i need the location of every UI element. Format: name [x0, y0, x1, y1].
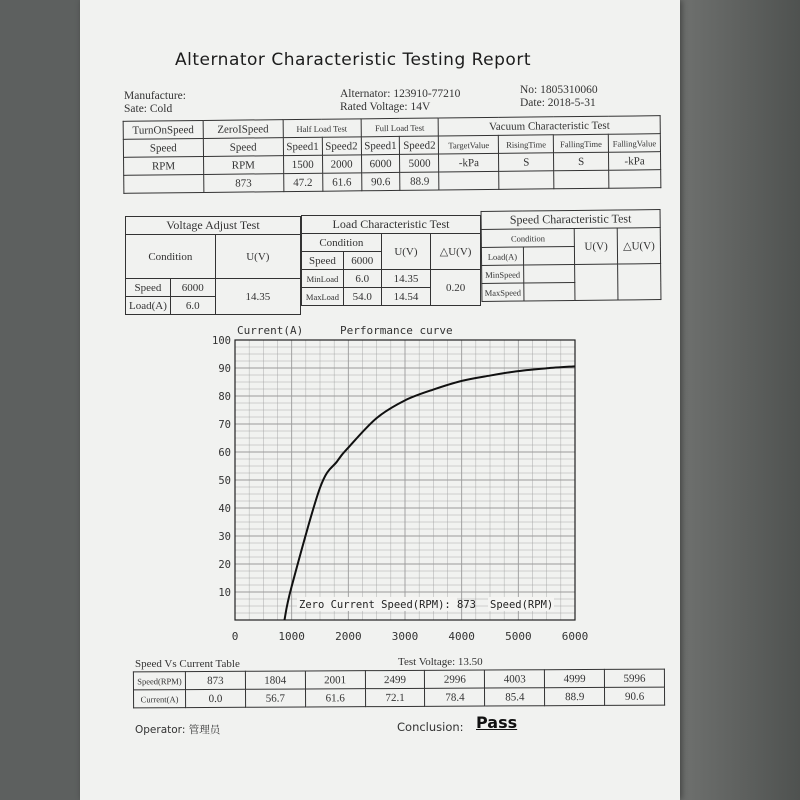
header-turnonspeed: TurnOnSpeed	[123, 120, 203, 139]
header-full-load: Full Load Test	[361, 118, 439, 137]
cell: S	[499, 153, 554, 172]
speed-value: 6000	[343, 252, 381, 270]
header-half-load: Half Load Test	[283, 119, 361, 138]
cell: Speed	[203, 138, 283, 157]
cell: -kPa	[439, 153, 499, 172]
performance-chart-svg	[205, 322, 605, 647]
load-char-title: Load Characteristic Test	[302, 216, 481, 234]
cell: RisingTime	[499, 135, 554, 154]
table-cell: 0.0	[185, 689, 245, 707]
cell	[575, 264, 618, 300]
cell: -kPa	[609, 152, 661, 171]
cell: 2000	[322, 155, 361, 173]
cell: S	[554, 152, 609, 171]
x-tick-label: 3000	[391, 630, 419, 643]
table-cell: 61.6	[305, 689, 365, 707]
minspeed-label: MinSpeed	[482, 265, 524, 283]
speed-label: Speed	[302, 252, 344, 270]
voltage-adjust-title: Voltage Adjust Test	[126, 217, 301, 235]
header-zeroispeed: ZeroISpeed	[203, 120, 283, 139]
u-label: U(V)	[215, 235, 300, 279]
cell: FallingValue	[608, 134, 660, 153]
cell: Speed	[123, 138, 203, 157]
operator: Operator: 管理员	[135, 724, 221, 736]
x-tick-label: 5000	[505, 630, 532, 643]
background-right	[678, 0, 800, 800]
x-tick-label: 2000	[335, 630, 362, 643]
maxload-u: 14.54	[381, 288, 431, 306]
cell: Speed2	[400, 136, 439, 154]
speed-label: Speed	[126, 279, 171, 297]
u-label: U(V)	[575, 228, 618, 264]
speed-characteristic-table	[481, 209, 662, 302]
minload-label: MinLoad	[302, 270, 344, 288]
table-cell: 873	[185, 671, 245, 689]
u-label: U(V)	[381, 234, 431, 270]
table-cell: 1804	[245, 671, 305, 689]
cell: 47.2	[283, 173, 322, 191]
report-number: No: 1805310060	[520, 84, 598, 96]
cell: RPM	[124, 156, 204, 175]
cell: 6000	[361, 154, 400, 172]
speed-value: 6000	[170, 279, 215, 297]
table-cell: 90.6	[605, 687, 665, 705]
state-label: Sate: Cold	[124, 103, 173, 115]
table-cell: 78.4	[425, 688, 485, 706]
x-tick-label: 4000	[448, 630, 475, 643]
conclusion-label: Conclusion:	[397, 720, 464, 734]
voltage-adjust-table	[125, 216, 301, 315]
cell: RPM	[203, 156, 283, 175]
table-cell: 2001	[305, 671, 365, 689]
speed-char-title: Speed Characteristic Test	[481, 210, 660, 230]
table-cell: 4003	[485, 670, 545, 688]
y-tick-label: 100	[212, 335, 231, 347]
cell	[524, 264, 576, 283]
header-vacuum: Vacuum Characteristic Test	[439, 116, 661, 136]
y-tick-label: 50	[218, 475, 231, 487]
x-tick-label: 6000	[561, 630, 589, 643]
cell: Speed1	[361, 136, 400, 154]
y-tick-label: 30	[218, 531, 231, 543]
cell	[124, 174, 204, 193]
cell	[524, 282, 576, 301]
cell	[554, 170, 609, 189]
speed-current-table	[133, 669, 665, 709]
performance-curve-line	[284, 366, 574, 620]
cell: Speed2	[322, 137, 361, 155]
table-cell: 5996	[604, 669, 664, 687]
y-tick-label: 90	[218, 363, 231, 375]
test-summary-table	[123, 115, 662, 194]
test-voltage: Test Voltage: 13.50	[398, 656, 483, 668]
report-date: Date: 2018-5-31	[520, 97, 596, 109]
table-cell: 72.1	[365, 688, 425, 706]
minload-u: 14.35	[381, 270, 431, 288]
delta-u-label: △U(V)	[617, 228, 660, 264]
cell: 88.9	[400, 172, 439, 190]
condition-label: Condition	[302, 234, 382, 252]
condition-label: Condition	[481, 228, 575, 247]
table-cell: 56.7	[245, 689, 305, 707]
report-title: Alternator Characteristic Testing Report	[175, 50, 531, 70]
load-value: 6.0	[170, 297, 215, 315]
y-tick-label: 60	[218, 447, 231, 459]
cell: 61.6	[322, 173, 361, 191]
maxload-label: MaxLoad	[302, 288, 344, 306]
delta-u-value: 0.20	[431, 270, 481, 306]
maxload-value: 54.0	[343, 288, 381, 306]
cell	[439, 171, 499, 190]
condition-label: Condition	[126, 235, 216, 279]
minload-value: 6.0	[343, 270, 381, 288]
zero-current-annotation: Zero Current Speed(RPM): 873	[299, 598, 477, 611]
cell: 90.6	[361, 172, 400, 190]
table-cell: 88.9	[545, 687, 605, 705]
y-tick-label: 80	[218, 391, 231, 403]
cell	[499, 171, 554, 190]
alternator-model: Alternator: 123910-77210	[340, 88, 461, 100]
cell: 1500	[283, 155, 322, 173]
table-cell: 2996	[425, 670, 485, 688]
maxspeed-label: MaxSpeed	[482, 283, 524, 301]
load-label: Load(A)	[126, 297, 171, 315]
cell: FallingTime	[553, 134, 608, 153]
cell: TargetValue	[439, 135, 499, 154]
speed-row-label: Speed(RPM)	[133, 672, 185, 690]
y-tick-label: 70	[218, 419, 231, 431]
load-characteristic-table	[301, 215, 481, 306]
cell	[523, 246, 575, 265]
y-tick-label: 20	[218, 559, 231, 571]
speed-current-title: Speed Vs Current Table	[135, 658, 240, 670]
table-cell: 4999	[545, 669, 605, 687]
rated-voltage: Rated Voltage: 14V	[340, 101, 431, 113]
y-axis-label: Current(A)	[237, 324, 304, 337]
u-value: 14.35	[215, 279, 300, 315]
y-tick-label: 40	[218, 503, 231, 515]
load-label: Load(A)	[481, 247, 523, 265]
x-axis-label: Speed(RPM)	[490, 598, 554, 611]
table-cell: 85.4	[485, 688, 545, 706]
x-tick-label: 1000	[278, 630, 305, 643]
table-cell: 2499	[365, 670, 425, 688]
y-tick-label: 10	[218, 587, 231, 599]
cell: 5000	[400, 154, 439, 172]
report-paper	[80, 0, 680, 800]
cell: Speed1	[283, 137, 322, 155]
delta-u-label: △U(V)	[431, 234, 481, 270]
x-tick-label: 0	[231, 630, 239, 643]
chart-title: Performance curve	[340, 324, 453, 337]
cell	[609, 170, 661, 189]
cell	[618, 264, 661, 300]
manufacture-label: Manufacture:	[124, 90, 186, 102]
performance-chart	[205, 322, 605, 647]
conclusion-value: Pass	[476, 713, 518, 732]
cell: 873	[204, 174, 284, 193]
current-row-label: Current(A)	[134, 690, 186, 708]
